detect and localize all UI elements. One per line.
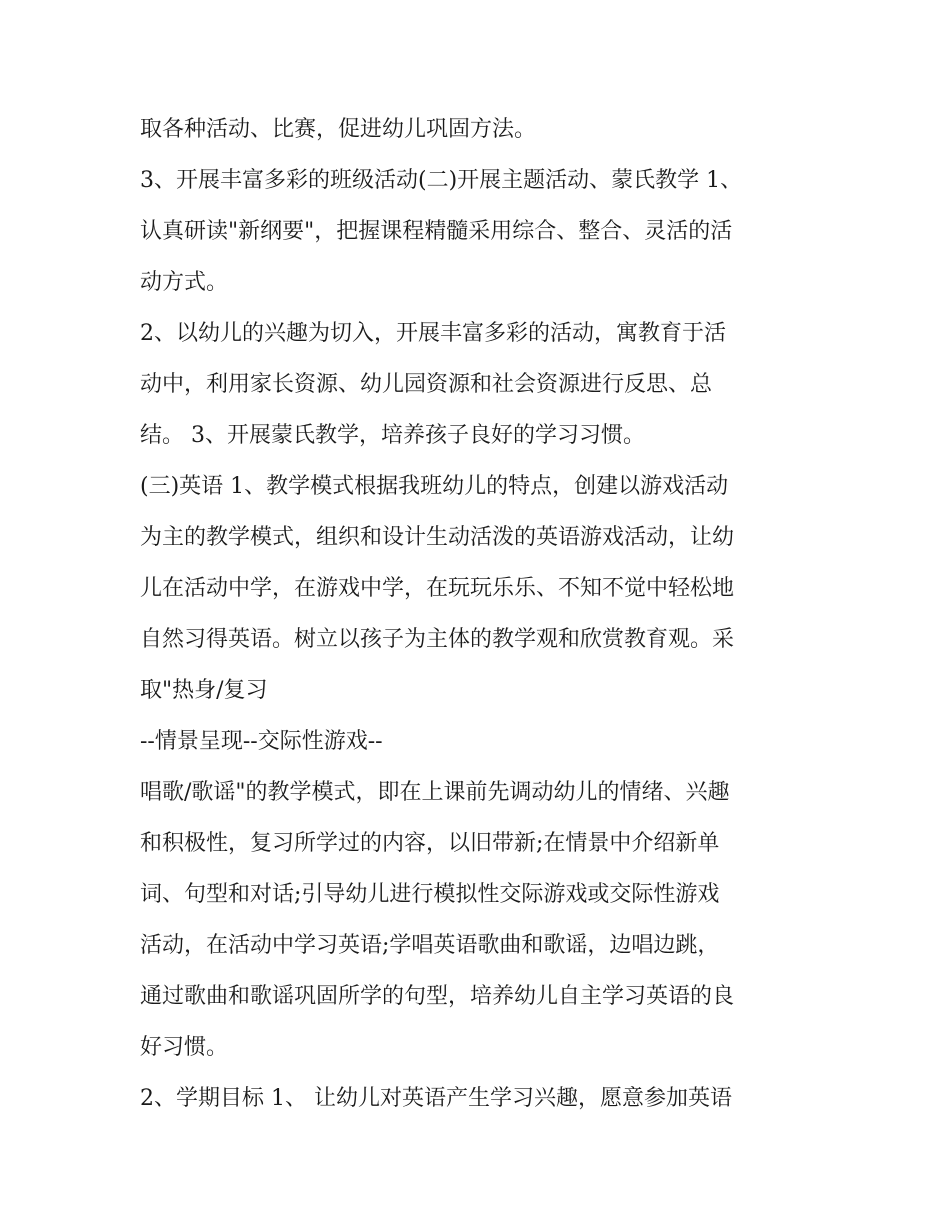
text-line: 取各种活动、比赛，促进幼儿巩固方法。 (140, 117, 537, 142)
text-line: 认真研读"新纲要"，把握课程精髓采用综合、整合、灵活的活 (140, 219, 733, 244)
text-line: --情景呈现--交际性游戏-- (140, 729, 383, 754)
text-line: 好习惯。 (140, 1035, 229, 1060)
text-line: 自然习得英语。树立以孩子为主体的教学观和欣赏教育观。采 (140, 627, 735, 652)
text-line: 结。 3、开展蒙氏教学，培养孩子良好的学习习惯。 (140, 423, 645, 448)
text-line: 和积极性，复习所学过的内容，以旧带新;在情景中介绍新单 (140, 831, 720, 856)
document-body (140, 104, 820, 1124)
text-line: 词、句型和对话;引导幼儿进行模拟性交际游戏或交际性游戏 (140, 882, 720, 907)
text-line: 唱歌/歌谣"的教学模式，即在上课前先调动幼儿的情绪、兴趣 (140, 780, 730, 805)
text-line: 2、以幼儿的兴趣为切入，开展丰富多彩的活动，寓教育于活 (140, 321, 726, 346)
text-line: 动中，利用家长资源、幼儿园资源和社会资源进行反思、总 (140, 372, 713, 397)
text-line: 通过歌曲和歌谣巩固所学的句型，培养幼儿自主学习英语的良 (140, 984, 735, 1009)
text-line: 活动，在活动中学习英语;学唱英语歌曲和歌谣，边唱边跳， (140, 933, 720, 958)
text-line: 3、开展丰富多彩的班级活动(二)开展主题活动、蒙氏教学 1、 (140, 168, 743, 193)
text-line: 为主的教学模式，组织和设计生动活泼的英语游戏活动，让幼 (140, 525, 735, 550)
text-line: 动方式。 (140, 270, 229, 295)
text-line: 2、学期目标 1、 让幼儿对英语产生学习兴趣，愿意参加英语 (140, 1086, 732, 1111)
text-line: 取"热身/复习 (140, 678, 268, 703)
text-line: (三)英语 1、教学模式根据我班幼儿的特点，创建以游戏活动 (140, 474, 729, 499)
text-line: 儿在活动中学，在游戏中学，在玩玩乐乐、不知不觉中轻松地 (140, 576, 735, 601)
